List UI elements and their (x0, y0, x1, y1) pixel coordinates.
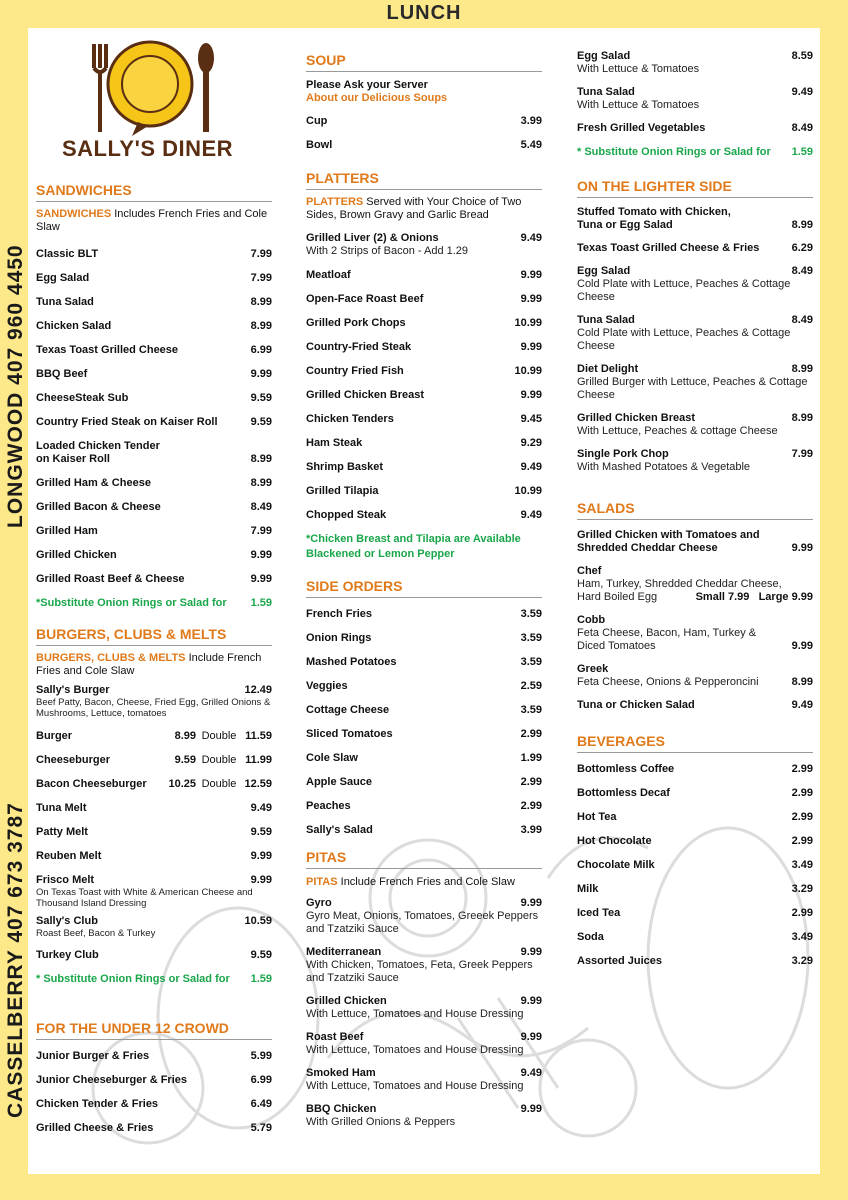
menu-item: Sally's Salad 3.99 (306, 824, 542, 836)
menu-item: Grilled Roast Beef & Cheese 9.99 (36, 573, 272, 585)
menu-item: Grilled Ham 7.99 (36, 525, 272, 537)
brand-name: SALLY'S DINER (62, 136, 234, 161)
lighter-side-header: ON THE LIGHTER SIDE (577, 176, 813, 198)
menu-item: Country-Fried Steak 9.99 (306, 341, 542, 353)
menu-panel (28, 28, 820, 1174)
item-description: Gyro Meat, Onions, Tomatoes, Greeek Peppers and Tzatziki Sauce (306, 910, 539, 935)
menu-item: Roast Beef 9.99 With Lettuce, Tomatoes and House Dressing (306, 1031, 542, 1056)
platters-note: *Chicken Breast and Tilapia are Available Blackened or Lemon Pepper (306, 533, 521, 560)
menu-item: Texas Toast Grilled Cheese 6.99 (36, 344, 272, 356)
menu-item: Soda 3.49 (577, 931, 813, 943)
menu-item: Tuna or Chicken Salad 9.49 (577, 699, 813, 711)
menu-item: Single Pork Chop 7.99 With Mashed Potatoes & Vegetable (577, 448, 813, 473)
menu-item: Chicken Tender & Fries 6.49 (36, 1098, 272, 1110)
menu-item: Fresh Grilled Vegetables 8.49 (577, 122, 813, 134)
menu-item: Sally's Club 10.59 (36, 915, 272, 927)
substitute-note: * Substitute Onion Rings or Salad for 1.59 (36, 973, 272, 985)
menu-item: Patty Melt 9.59 (36, 826, 272, 838)
menu-item: Apple Sauce 2.99 (306, 776, 542, 788)
menu-item: Junior Burger & Fries 5.99 (36, 1050, 272, 1062)
menu-item: Gyro 9.99 Gyro Meat, Onions, Tomatoes, Greeek Peppers and Tzatziki Sauce (306, 897, 542, 935)
menu-item: CheeseSteak Sub 9.59 (36, 392, 272, 404)
menu-item: Egg Salad 7.99 (36, 272, 272, 284)
item-description: With Lettuce & Tomatoes (577, 99, 700, 111)
longwood-phone: LONGWOOD 407 960 4450 (4, 244, 27, 528)
menu-item: Open-Face Roast Beef 9.99 (306, 293, 542, 305)
menu-item: Milk 3.29 (577, 883, 813, 895)
item-description: Roast Beef, Bacon & Turkey (36, 928, 156, 939)
menu-item: Chef (577, 565, 602, 577)
menu-item: Hot Chocolate 2.99 (577, 835, 813, 847)
menu-item: Chopped Steak 9.49 (306, 509, 542, 521)
menu-item: Junior Cheeseburger & Fries 6.99 (36, 1074, 272, 1086)
menu-item: Grilled Pork Chops 10.99 (306, 317, 542, 329)
substitute-note: * Substitute Onion Rings or Salad for 1.59 (577, 146, 813, 158)
menu-item: Cup 3.99 (306, 115, 542, 127)
menu-item: Egg Salad 8.49 Cold Plate with Lettuce, Peaches & Cottage Cheese (577, 265, 813, 303)
menu-item: Grilled Cheese & Fries 5.79 (36, 1122, 272, 1134)
menu-item: Mediterranean 9.99 With Chicken, Tomatoes, Feta, Greek Peppers and Tzatziki Sauce (306, 946, 542, 984)
menu-item: Grilled Chicken Breast 9.99 (306, 389, 542, 401)
menu-item: Grilled Tilapia 10.99 (306, 485, 542, 497)
menu-item: Country Fried Fish 10.99 (306, 365, 542, 377)
soup-intro: Please Ask your Server (306, 79, 428, 91)
menu-item: Ham Steak 9.29 (306, 437, 542, 449)
menu-item: Country Fried Steak on Kaiser Roll 9.59 (36, 416, 272, 428)
menu-item: Tuna Salad 8.99 (36, 296, 272, 308)
menu-item: Frisco Melt 9.99 (36, 874, 272, 886)
menu-item: Peaches 2.99 (306, 800, 542, 812)
menu-item: Iced Tea 2.99 (577, 907, 813, 919)
menu-item: Onion Rings 3.59 (306, 632, 542, 644)
menu-item: Tuna Salad 8.49 Cold Plate with Lettuce, Peaches & Cottage Cheese (577, 314, 813, 352)
item-description: With 2 Strips of Bacon - Add 1.29 (306, 245, 469, 257)
menu-item: Sliced Tomatoes 2.99 (306, 728, 542, 740)
menu-item: Turkey Club 9.59 (36, 949, 272, 961)
menu-item: Egg Salad 8.59 With Lettuce & Tomatoes (577, 50, 813, 75)
menu-item: Chicken Salad 8.99 (36, 320, 272, 332)
menu-item: Reuben Melt 9.99 (36, 850, 272, 862)
item-description: With Grilled Onions & Peppers (306, 1116, 456, 1128)
menu-item: Tuna Melt 9.49 (36, 802, 272, 814)
item-description: Feta Cheese, Bacon, Ham, Turkey & Diced Tomatoes 9.99 (577, 627, 813, 652)
chef-prices: Hard Boiled Egg Small 7.99 Large 9.99 (577, 591, 813, 603)
item-description: Cold Plate with Lettuce, Peaches & Cottage Cheese (577, 327, 791, 352)
soup-intro-2: About our Delicious Soups (306, 92, 448, 104)
menu-item: Bowl 5.49 (306, 139, 542, 151)
item-description: With Mashed Potatoes & Vegetable (577, 461, 751, 473)
burgers-intro: BURGERS, CLUBS & MELTS Include French Fries and Cole Slaw (36, 652, 262, 677)
page-title: LUNCH (386, 2, 462, 24)
menu-item: Diet Delight 8.99 Grilled Burger with Lettuce, Peaches & Cottage Cheese (577, 363, 813, 401)
menu-item: Grilled Ham & Cheese 8.99 (36, 477, 272, 489)
menu-item: Grilled Chicken 9.99 (36, 549, 272, 561)
menu-item: Bacon Cheeseburger 10.25 Double 12.59 (36, 778, 272, 790)
item-description: On Texas Toast with White & American Cheese and Thousand Island Dressing (36, 887, 253, 909)
item-description: Grilled Burger with Lettuce, Peaches & Cottage Cheese (577, 376, 808, 401)
casselberry-phone: CASSELBERRY 407 673 3787 (4, 802, 27, 1118)
side-orders-header: SIDE ORDERS (306, 576, 542, 598)
menu-item: Grilled Bacon & Cheese 8.49 (36, 501, 272, 513)
item-description: Feta Cheese, Onions & Pepperoncini 8.99 (577, 676, 813, 688)
menu-item: Shrimp Basket 9.49 (306, 461, 542, 473)
menu-item: Tuna Salad 9.49 With Lettuce & Tomatoes (577, 86, 813, 111)
menu-item: Assorted Juices 3.29 (577, 955, 813, 967)
soup-header: SOUP (306, 50, 542, 72)
menu-item: BBQ Chicken 9.99 With Grilled Onions & Peppers (306, 1103, 542, 1128)
menu-item: Cheeseburger 9.59 Double 11.99 (36, 754, 272, 766)
menu-item: BBQ Beef 9.99 (36, 368, 272, 380)
menu-item: Hot Tea 2.99 (577, 811, 813, 823)
menu-item: Greek (577, 663, 609, 675)
substitute-note: *Substitute Onion Rings or Salad for 1.59 (36, 597, 272, 609)
pitas-header: PITAS (306, 847, 542, 869)
menu-item: Chocolate Milk 3.49 (577, 859, 813, 871)
platters-header: PLATTERS (306, 168, 542, 190)
menu-item: Meatloaf 9.99 (306, 269, 542, 281)
sandwiches-intro: SANDWICHES Includes French Fries and Cole Slaw (36, 208, 268, 233)
item-description: With Lettuce, Tomatoes and House Dressing (306, 1008, 524, 1020)
menu-item: Mashed Potatoes 3.59 (306, 656, 542, 668)
menu-item: Bottomless Decaf 2.99 (577, 787, 813, 799)
item-description: Beef Patty, Bacon, Cheese, Fried Egg, Grilled Onions & Mushrooms, Lettuce, tomatoes (36, 697, 271, 719)
item-description: With Chicken, Tomatoes, Feta, Greek Peppers and Tzatziki Sauce (306, 959, 533, 984)
item-description: With Lettuce, Peaches & cottage Cheese (577, 425, 778, 437)
menu-item: Cole Slaw 1.99 (306, 752, 542, 764)
menu-item: Bottomless Coffee 2.99 (577, 763, 813, 775)
menu-item: Stuffed Tomato with Chicken, Tuna or Egg Salad 8.99 (577, 206, 813, 231)
menu-item: Grilled Chicken with Tomatoes and Shredded Cheddar Cheese 9.99 (577, 529, 813, 554)
item-description: With Lettuce, Tomatoes and House Dressing (306, 1044, 524, 1056)
menu-item: Loaded Chicken Tender on Kaiser Roll 8.99 (36, 440, 272, 465)
platters-intro: PLATTERS Served with Your Choice of Two Sides, Brown Gravy and Garlic Bread (306, 196, 522, 221)
menu-item: Cottage Cheese 3.59 (306, 704, 542, 716)
menu-item: Grilled Liver (2) & Onions 9.49 (306, 232, 542, 244)
item-description: With Lettuce, Tomatoes and House Dressing (306, 1080, 524, 1092)
beverages-header: BEVERAGES (577, 731, 813, 753)
item-description: Cold Plate with Lettuce, Peaches & Cottage Cheese (577, 278, 791, 303)
menu-item: Veggies 2.59 (306, 680, 542, 692)
pitas-intro: PITAS Include French Fries and Cole Slaw (306, 876, 515, 888)
menu-item: Smoked Ham 9.49 With Lettuce, Tomatoes and House Dressing (306, 1067, 542, 1092)
menu-item: Grilled Chicken 9.99 With Lettuce, Tomatoes and House Dressing (306, 995, 542, 1020)
menu-item: Cobb (577, 614, 606, 626)
menu-item: Sally's Burger 12.49 (36, 684, 272, 696)
menu-item: Texas Toast Grilled Cheese & Fries 6.29 (577, 242, 813, 254)
salads-header: SALADS (577, 498, 813, 520)
item-description: Ham, Turkey, Shredded Cheddar Cheese, (577, 578, 782, 590)
menu-item: Burger 8.99 Double 11.59 (36, 730, 272, 742)
menu-item: Chicken Tenders 9.45 (306, 413, 542, 425)
sandwiches-header: SANDWICHES (36, 180, 272, 202)
kids-header: FOR THE UNDER 12 CROWD (36, 1018, 272, 1040)
burgers-header: BURGERS, CLUBS & MELTS (36, 624, 272, 646)
menu-item: Classic BLT 7.99 (36, 248, 272, 260)
menu-item: Grilled Chicken Breast 8.99 With Lettuce, Peaches & cottage Cheese (577, 412, 813, 437)
menu-item: French Fries 3.59 (306, 608, 542, 620)
item-description: With Lettuce & Tomatoes (577, 63, 700, 75)
